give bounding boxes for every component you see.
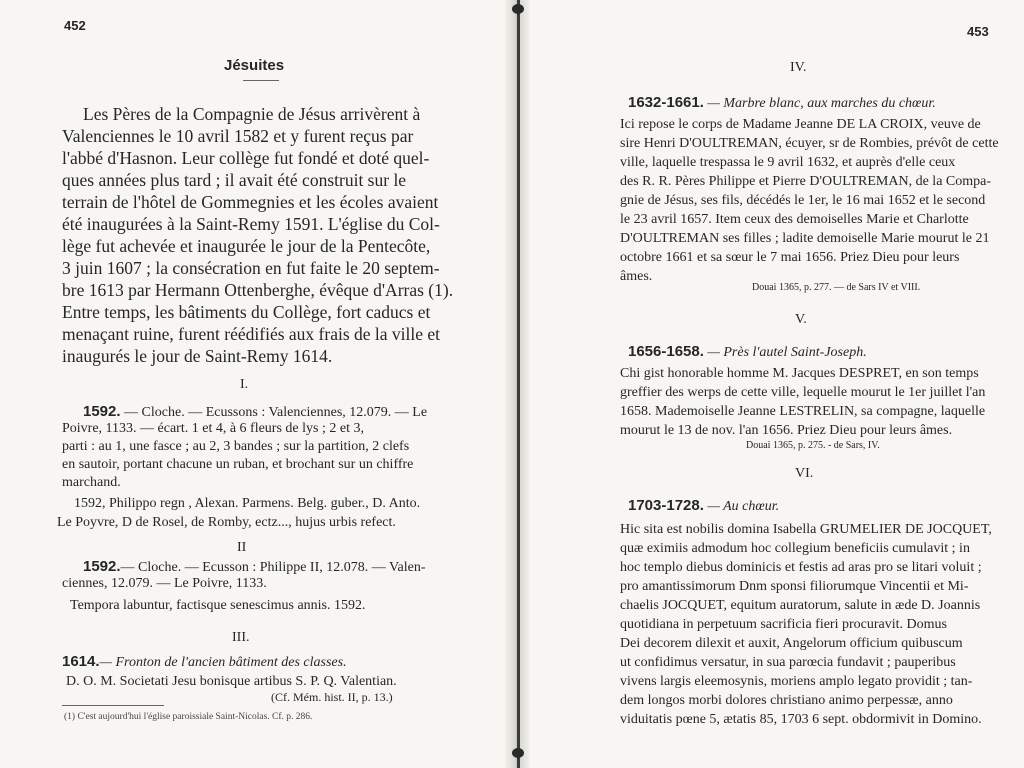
text-line: Les Pères de la Compagnie de Jésus arrivèrent à [83,104,421,124]
entry-heading [83,403,427,421]
text-line: sire Henri D'OULTREMAN, écuyer, sr de Rombies, prévôt de cette [620,136,999,151]
entry-heading [83,558,426,576]
entry-description: — Fronton de l'ancien bâtiment des classes. [99,655,347,670]
section-numeral: IV. [790,60,807,75]
inscription-line: 1592, Philippo regn , Alexan. Parmens. Belg. guber., D. Anto. [74,496,421,511]
entry-heading [62,653,347,671]
text-line: Dei decorem dilexit et auxit, Angelorum officium quibuscum [620,636,963,651]
text-line: Ici repose le corps de Madame Jeanne DE LA CROIX, veuve de [620,117,981,132]
entry-date: 1592. [83,558,121,575]
entry-date: 1592. [83,403,121,420]
text-line: octobre 1661 et sa sœur le 7 mai 1656. Priez Dieu pour leurs [620,250,960,265]
binding-thread [512,748,524,758]
entry-date: 1632-1661. [628,94,704,111]
text-line: Hic sita est nobilis domina Isabella GRUMELIER DE JOCQUET, [620,522,992,537]
text-line: le 23 avril 1657. Item ceux des demoiselles Marie et Charlotte [620,212,969,227]
text-line: l'abbé d'Hasnon. Leur collège fut fondé et doté quel- [62,148,430,168]
inscription-line: Tempora labuntur, factisque senescimus annis. 1592. [70,598,366,613]
text-line: ut confidimus versatur, in sua parœcia fundavit ; pauperibus [620,655,956,670]
entry-description: — Cloche. — Ecusson : Philippe II, 12.078. — Valen- [120,560,426,575]
page-number: 452 [64,18,86,33]
footnote-rule [62,705,164,706]
entry-description: — Près l'autel Saint-Joseph. [703,345,867,360]
left-page [0,0,505,768]
entry-date: 1614. [62,653,100,670]
text-line: terrain de l'hôtel de Gommegnies et les écoles avaient [62,192,439,212]
title-rule [243,80,279,81]
text-line: pro amantissimorum Dnm sponsi filiorumque Vincentii et Mi- [620,579,969,594]
text-line: des R. R. Pères Philippe et Pierre D'OULTREMAN, de la Compa- [620,174,992,189]
right-page [530,0,1024,768]
text-line: quotidiana in perpetuum sacrificia fieri procuravit. Domus [620,617,947,632]
text-line: parti : au 1, une fasce ; au 2, 3 bandes ; sur la partition, 2 clefs [62,439,410,454]
text-line: hoc templo diebus dominicis et festis ad aras pro se litari voluit ; [620,560,982,575]
inscription-line: D. O. M. Societati Jesu bonisque artibus S. P. Q. Valentian. [66,674,397,689]
text-line: bre 1613 par Hermann Ottenberghe, évêque d'Arras (1). [62,280,454,300]
text-line: menaçant ruine, furent réédifiés aux frais de la ville et [62,324,441,344]
reference: (Cf. Mém. hist. II, p. 13.) [271,690,393,704]
text-line: mourut le 13 de nov. l'an 1656. Priez Dieu pour leurs âmes. [620,423,953,438]
text-line: quæ eximiis admodum hoc collegium beneficiis cumulavit ; in [620,541,970,556]
text-line: dem longos morbi dolores christiano animo perpessæ, anno [620,693,953,708]
binding-thread [512,4,524,14]
entry-description: — Cloche. — Ecussons : Valenciennes, 12.079. — Le [120,405,428,420]
entry-heading [628,94,936,112]
text-line: âmes. [620,269,653,284]
text-line: viduitatis pœne 5, ætatis 85, 1703 6 sept. obdormivit in Domino. [620,712,982,727]
entry-heading [628,343,867,361]
reference: Douai 1365, p. 275. - de Sars, IV. [746,440,880,451]
text-line: inaugurés le jour de Saint-Remy 1614. [62,346,333,366]
text-line: greffier des werps de cette ville, lequelle mourut le 1er juillet l'an [620,385,986,400]
entry-date: 1703-1728. [628,497,704,514]
text-line: D'OULTREMAN ses filles ; ladite demoiselle Marie mourut le 21 [620,231,990,246]
text-line: chaelis JOCQUET, equitum auratorum, salute in æde D. Joannis [620,598,981,613]
text-line: Entre temps, les bâtiments du Collège, fort caducs et [62,302,431,322]
section-numeral: I. [240,377,249,392]
book-spine [517,0,520,768]
entry-description: — Marbre blanc, aux marches du chœur. [703,96,936,111]
text-line: marchand. [62,475,121,490]
text-line: en sautoir, portant chacune un ruban, et brochant sur un chiffre [62,457,414,472]
text-line: ciennes, 12.079. — Le Poivre, 1133. [62,576,267,591]
footnote: (1) C'est aujourd'hui l'église paroissiale Saint-Nicolas. Cf. p. 286. [64,712,313,722]
text-line: lège fut achevée et inaugurée le jour de la Pentecôte, [62,236,431,256]
text-line: 3 juin 1607 ; la consécration en fut faite le 20 septem- [62,258,440,278]
text-line: été inaugurées à la Saint-Remy 1591. L'église du Col- [62,214,440,234]
page-title: Jésuites [224,57,285,74]
text-line: ques années plus tard ; il avait été construit sur le [62,170,407,190]
text-line: Valenciennes le 10 avril 1582 et y furent reçus par [62,126,414,146]
page-number: 453 [967,24,989,39]
reference: Douai 1365, p. 277. — de Sars IV et VIII. [752,282,921,293]
entry-date: 1656-1658. [628,343,704,360]
text-line: 1658. Mademoiselle Jeanne LESTRELIN, sa compagne, laquelle [620,404,986,419]
entry-description: — Au chœur. [703,499,780,514]
section-numeral: II [237,540,247,555]
entry-heading [628,497,779,515]
text-line: ville, laquelle trespassa le 9 avril 1632, et auprès d'elle ceux [620,155,956,170]
text-line: vivens largis eleemosynis, moriens amplo legato providit ; tan- [620,674,973,689]
text-line: gnie de Jésus, ses fils, décédés le 1er, le 16 mai 1652 et le second [620,193,986,208]
section-numeral: III. [232,630,250,645]
section-numeral: VI. [795,466,814,481]
text-line: Chi gist honorable homme M. Jacques DESPRET, en son temps [620,366,979,381]
inscription-line: Le Poyvre, D de Rosel, de Romby, ectz..., hujus urbis refect. [57,515,396,530]
text-line: Poivre, 1133. — écart. 1 et 4, à 6 fleurs de lys ; 2 et 3, [62,421,364,436]
section-numeral: V. [795,312,807,327]
